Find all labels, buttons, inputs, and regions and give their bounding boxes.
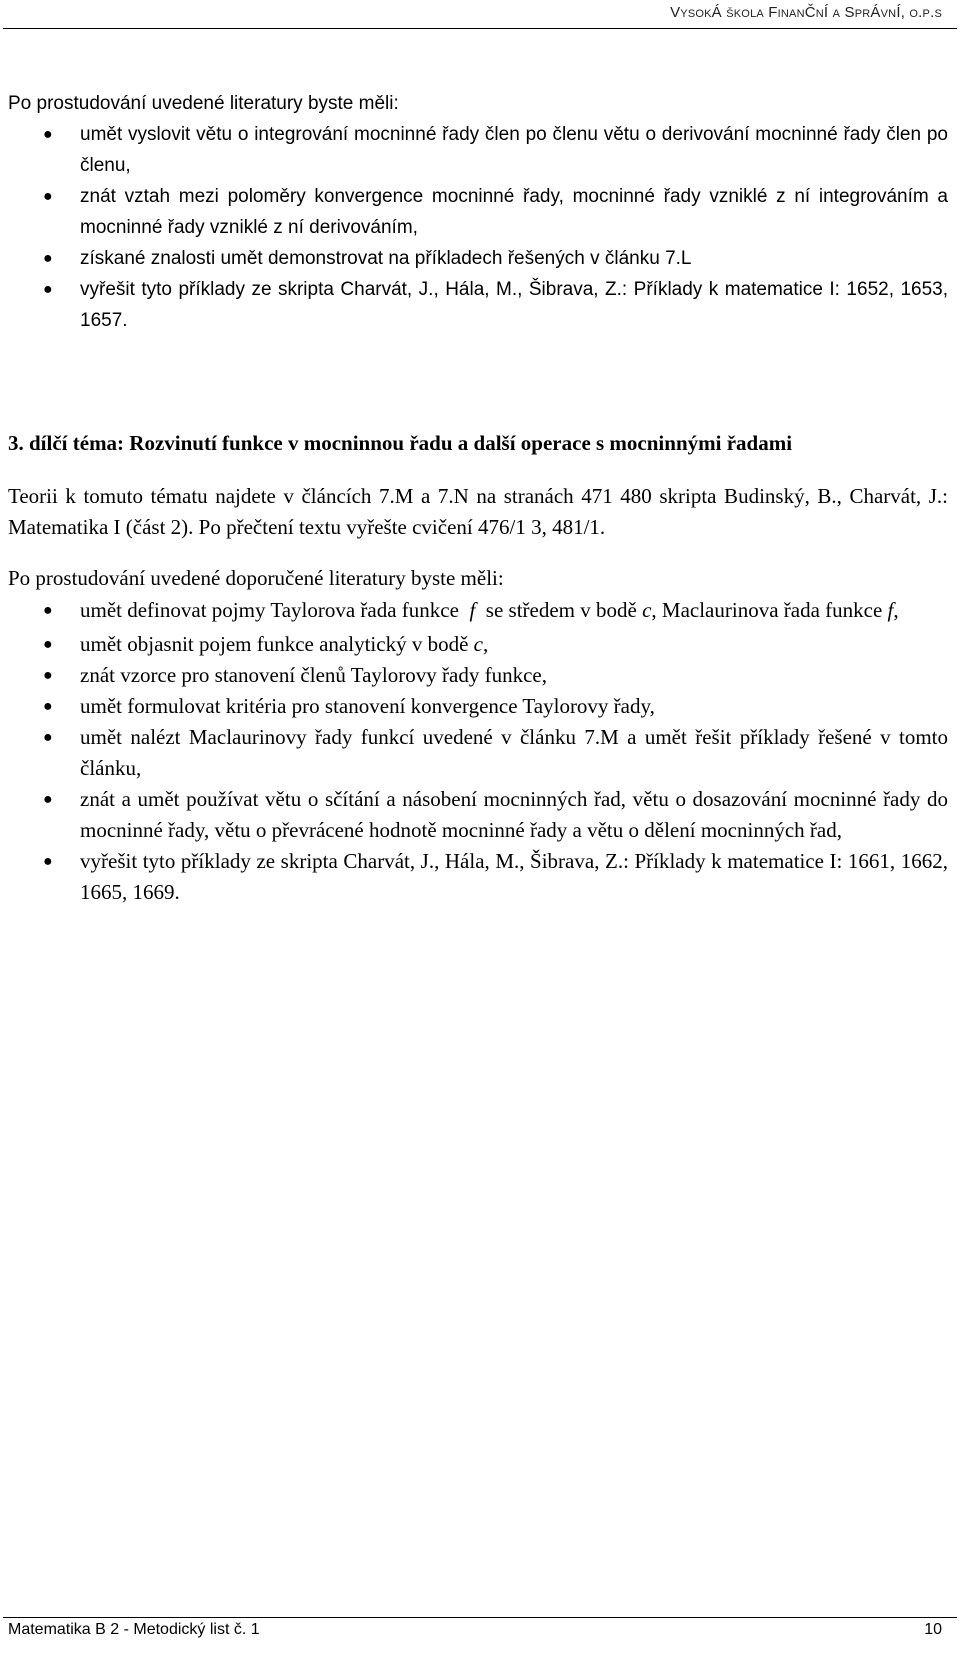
list-item: ● umět formulovat kritéria pro stanovení konvergence Taylorovy řady,: [0, 691, 948, 722]
page-number: 10: [924, 1621, 942, 1638]
list-item: ● znát a umět používat větu o sčítání a násobení mocninných řad, větu o dosazování mocninné řady do mocninné řady, větu o převrácené hodnotě mocninné řady a větu o dělení mocninných řad,: [0, 784, 948, 846]
list-item: ● vyřešit tyto příklady ze skripta Charvát, J., Hála, M., Šibrava, Z.: Příklady k matematice I: 1661, 1662, 1665, 1669.: [0, 846, 948, 908]
list-item: ● znát vzorce pro stanovení členů Taylorovy řady funkce,: [0, 660, 948, 691]
list-item: ● umět vyslovit větu o integrování mocninné řady člen po členu větu o derivování mocninné řady člen po členu,: [0, 119, 948, 181]
bullet-icon: ●: [43, 636, 53, 653]
bullet-icon: ●: [43, 791, 53, 808]
bullet-icon: ●: [43, 126, 53, 143]
school-name: VysokÁ škola FinanČnÍ a SprÁvnÍ, o.p.s: [670, 4, 942, 21]
bullet-icon: ●: [43, 729, 53, 746]
list-item: ● vyřešit tyto příklady ze skripta Charvát, J., Hála, M., Šibrava, Z.: Příklady k matematice I: 1652, 1653, 1657.: [0, 274, 948, 336]
list-item: ● umět nalézt Maclaurinovy řady funkcí uvedené v článku 7.M a umět řešit příklady řešené v tomto článku,: [0, 722, 948, 784]
header-divider: [3, 28, 957, 29]
footer-title: Matematika B 2 - Metodický list č. 1: [8, 1621, 260, 1638]
section2-intro: Po prostudování uvedené doporučené literatury byste měli:: [8, 566, 504, 590]
math-variable: c: [642, 598, 652, 622]
bullet-icon: ●: [43, 188, 53, 205]
list-item: ● umět objasnit pojem funkce analytický v bodě c,: [0, 629, 948, 660]
list-item: ● znát vztah mezi poloměry konvergence mocninné řady, mocninné řady vzniklé z ní integrováním a mocninné řady vzniklé z ní derivováním,: [0, 181, 948, 243]
bullet-icon: ●: [43, 667, 53, 684]
bullet-icon: ●: [43, 602, 53, 619]
math-variable: f: [887, 598, 894, 622]
list-item: ● získané znalosti umět demonstrovat na příkladech řešených v článku 7.L: [0, 243, 948, 274]
footer-divider: [3, 1617, 957, 1618]
list-item: ● umět definovat pojmy Taylorova řada funkce f se středem v bodě c, Maclaurinova řada funkce f,: [0, 594, 948, 627]
bullet-icon: ●: [43, 698, 53, 715]
bullet-icon: ●: [43, 281, 53, 298]
math-variable: c: [473, 632, 483, 656]
math-variable: f: [469, 598, 476, 622]
bullet-icon: ●: [43, 250, 53, 267]
section1-intro: Po prostudování uvedené literatury byste měli:: [8, 93, 399, 114]
bullet-icon: ●: [43, 853, 53, 870]
section1-list: [0, 119, 948, 336]
page-header: [670, 4, 942, 21]
theory-paragraph: Teorii k tomuto tématu najdete v článcích 7.M a 7.N na stranách 471 480 skripta Budinský, B., Charvát, J.: Matematika I (část 2). Po přečtení textu vyřešte cvičení 476/1 3, 481/1.: [8, 484, 948, 539]
section2-list: [0, 594, 948, 908]
topic-heading: 3. dílčí téma: Rozvinutí funkce v mocninnou řadu a další operace s mocninnými řadami: [8, 431, 793, 455]
